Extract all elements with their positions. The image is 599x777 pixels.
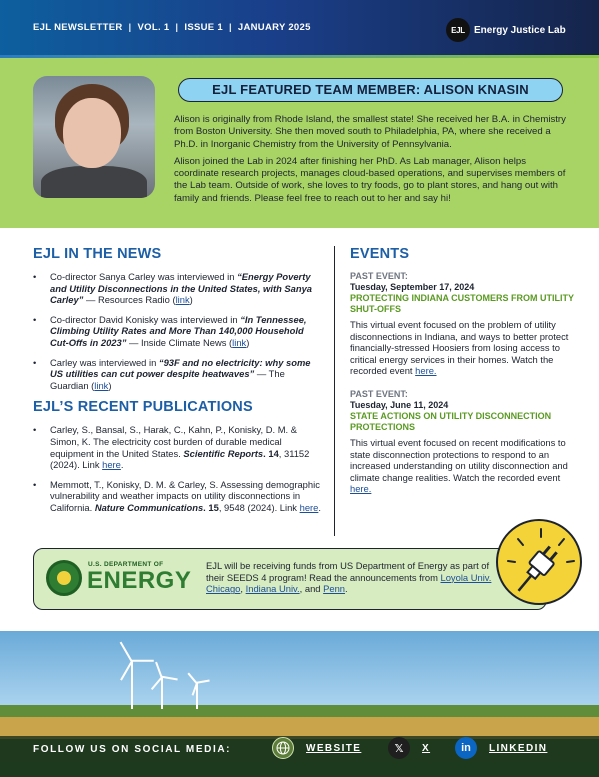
globe-icon — [272, 737, 294, 759]
issue-date: JANUARY 2025 — [237, 22, 311, 33]
x-icon: 𝕏 — [388, 737, 410, 759]
left-column — [33, 246, 323, 522]
publication-item: • Memmott, T., Konisky, D. M. & Carley, S. Assessing demographic vulnerability and weather impacts on utility disconnections in California. Nature Communications. 15, 9548 (2024). Link here. — [33, 479, 323, 514]
newsletter-name: EJL NEWSLETTER — [33, 22, 123, 33]
event-recording-link[interactable]: here. — [415, 365, 437, 377]
website-label: WEBSITE — [306, 742, 362, 754]
column-divider — [334, 246, 335, 536]
news-list — [33, 271, 323, 391]
event-title: STATE ACTIONS ON UTILITY DISCONNECTION PROTECTIONS — [350, 410, 552, 432]
loyola-link[interactable]: Loyola Univ. Chicago — [206, 571, 492, 595]
penn-link[interactable]: Penn — [323, 583, 346, 595]
follow-us-label: FOLLOW US ON SOCIAL MEDIA: — [33, 744, 232, 755]
featured-member-section — [0, 58, 599, 228]
x-label: X — [422, 742, 431, 754]
linkedin-label: LINKEDIN — [489, 742, 548, 754]
newsletter-header — [0, 0, 599, 55]
news-link[interactable]: link — [232, 336, 247, 348]
events-heading: EVENTS — [350, 246, 410, 262]
bio-paragraph-1: Alison is originally from Rhode Island, the smallest state! She received her B.A. in Chemistry from Boston University. She then moved south to Philadelphia, PA, where she received a Ph.D. in Inorganic Chemistry from the University of Pennsylvania. — [174, 114, 566, 150]
social-footer — [0, 736, 599, 777]
ejl-logo — [446, 17, 566, 43]
news-link[interactable]: link — [175, 294, 190, 306]
doe-agency-label: U.S. DEPARTMENT OF — [88, 561, 164, 568]
member-photo — [33, 76, 155, 198]
event-label: PAST EVENT: — [350, 388, 408, 399]
issue-meta: EJL NEWSLETTER | VOL. 1 | ISSUE 1 | JANUARY 2025 — [33, 22, 311, 33]
news-link[interactable]: link — [94, 379, 109, 391]
doe-funding-box — [33, 548, 547, 610]
event-title: PROTECTING INDIANA CUSTOMERS FROM UTILITY SHUT-OFFS — [350, 293, 574, 314]
website-link[interactable] — [272, 737, 361, 759]
bio-paragraph-2: Alison joined the Lab in 2024 after finishing her PhD. As Lab manager, Alison helps coordinate research projects, manages cloud-based operations, and supervises members of the Lab team. Outside of work, she loves to try foods, go to plant stores, and hang out with family and friends. Please feel free to reach out to her and say hi! — [174, 155, 566, 204]
linkedin-icon: in — [455, 737, 477, 759]
doe-energy-wordmark: ENERGY — [87, 567, 192, 594]
doe-seal-icon — [46, 560, 82, 596]
news-item: • Co-director David Konisky was interviewed in “In Tennessee, Climbing Utility Rates and More Than 140,000 Household Cut-Offs in 2023” — Inside Climate News (link) — [33, 314, 323, 349]
publications-list — [33, 424, 323, 513]
doe-announcement: EJL will be receiving funds from US Department of Energy as part of their SEEDS 4 program! Read the announcements from Loyola Univ. Chicago, Indiana Univ., and Penn. — [206, 560, 492, 595]
ejl-logo-icon: EJL — [446, 18, 470, 42]
publication-link[interactable]: here — [299, 501, 319, 513]
event-item — [350, 389, 575, 495]
news-item: • Co-director Sanya Carley was interviewed in “Energy Poverty and Utility Disconnections in the United States, with Sanya Carley” — Resources Radio (link) — [33, 271, 323, 306]
issue-label: ISSUE 1 — [184, 22, 223, 33]
news-item: • Carley was interviewed in “93F and no electricity: why some US utilities can cut power despite heatwaves” — The Guardian (link) — [33, 357, 323, 392]
publications-heading: EJL’S RECENT PUBLICATIONS — [33, 399, 253, 416]
linkedin-link[interactable] — [455, 737, 547, 759]
x-link[interactable] — [388, 737, 430, 759]
featured-title: EJL FEATURED TEAM MEMBER: ALISON KNASIN — [178, 78, 563, 102]
featured-bio — [174, 114, 570, 210]
right-column — [350, 246, 575, 507]
volume-label: VOL. 1 — [137, 22, 170, 33]
plug-icon — [496, 519, 582, 605]
event-label: PAST EVENT: — [350, 271, 408, 281]
event-date: Tuesday, September 17, 2024 — [350, 282, 475, 292]
indiana-link[interactable]: Indiana Univ. — [245, 583, 300, 595]
event-description: This virtual event focused on the problem of utility disconnections in Indiana, and ways to better protect financially-stressed Hoosiers from losing access to critical energy services in their homes. Watch the recorded event here. — [350, 319, 569, 377]
event-description: This virtual event focused on recent modifications to state disconnection protections to respond to an increased understanding on utility disconnection and climate change realities. Watch the recorded event here. — [350, 436, 568, 495]
event-date: Tuesday, June 11, 2024 — [350, 399, 449, 410]
news-heading: EJL IN THE NEWS — [33, 246, 162, 262]
ejl-logo-name: Energy Justice Lab — [474, 24, 566, 36]
publication-link[interactable]: here — [102, 459, 121, 471]
publication-item: • Carley, S., Bansal, S., Harak, C., Kahn, P., Konisky, D. M. & Simon, K. The electricity cost burden of durable medical equipment in the United States. Scientific Reports. 14, 31152 (2024). Link here. — [33, 424, 323, 470]
event-recording-link[interactable]: here. — [350, 483, 372, 495]
event-item — [350, 271, 575, 377]
